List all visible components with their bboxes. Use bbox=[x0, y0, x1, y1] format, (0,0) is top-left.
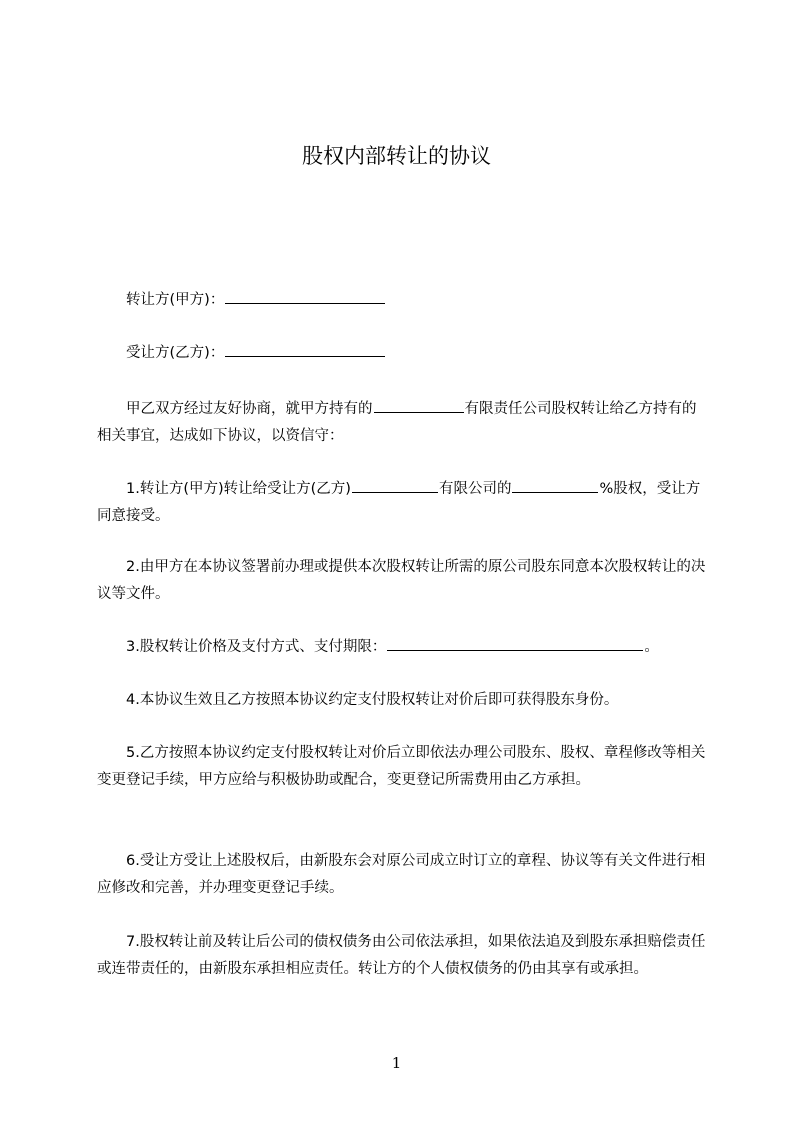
clause-1 bbox=[97, 476, 707, 530]
clause-1-text-2: 有限公司的 bbox=[438, 481, 512, 497]
clause-1-text-1: 1.转让方(甲方)转让给受让方(乙方) bbox=[126, 481, 351, 497]
party-b-blank bbox=[225, 342, 385, 357]
clause-7: 7.股权转让前及转让后公司的债权债务由公司依法承担，如果依法追及到股东承担赔偿责任或连带责任的，由新股东承担相应责任。转让方的个人债权债务的仍由其享有或承担。 bbox=[97, 934, 706, 977]
page-number: 1 bbox=[391, 1054, 402, 1072]
intro-text-1: 甲乙双方经过友好协商，就甲方持有的 bbox=[126, 401, 373, 417]
clause-3-text-2: 。 bbox=[644, 639, 659, 655]
party-b-label: 受让方(乙方)： bbox=[126, 345, 225, 361]
party-a-line bbox=[97, 287, 707, 314]
clause-3-text-1: 3.股权转让价格及支付方式、支付期限： bbox=[126, 639, 387, 655]
party-b-line bbox=[97, 340, 707, 367]
clause-4: 4.本协议生效且乙方按照本协议约定支付股权转让对价后即可获得股东身份。 bbox=[126, 692, 619, 708]
party-a-label: 转让方(甲方)： bbox=[126, 292, 225, 308]
party-a-blank bbox=[225, 289, 385, 304]
company-name-blank bbox=[374, 398, 464, 413]
clause-2: 2.由甲方在本协议签署前办理或提供本次股权转让所需的原公司股东同意本次股权转让的决议等文件。 bbox=[97, 559, 706, 602]
clause-5: 5.乙方按照本协议约定支付股权转让对价后立即依法办理公司股东、股权、章程修改等相关变更登记手续，甲方应给与积极协助或配合，变更登记所需费用由乙方承担。 bbox=[97, 745, 706, 788]
clause-1-percent-blank bbox=[512, 478, 598, 493]
clause-3-blank bbox=[387, 636, 643, 651]
clause-1-company-blank bbox=[352, 478, 438, 493]
clause-1-text-3: %股权，受让方同意接受。 bbox=[97, 481, 701, 524]
intro-paragraph bbox=[97, 396, 707, 450]
document-title: 股权内部转让的协议 bbox=[302, 144, 491, 168]
intro-text-2: 有限责任公司股权转让给乙方持有的相关事宜，达成如下协议，以资信守： bbox=[97, 401, 697, 444]
clause-3 bbox=[97, 634, 707, 661]
clause-6: 6.受让方受让上述股权后，由新股东会对原公司成立时订立的章程、协议等有关文件进行相应修改和完善，并办理变更登记手续。 bbox=[97, 853, 706, 896]
